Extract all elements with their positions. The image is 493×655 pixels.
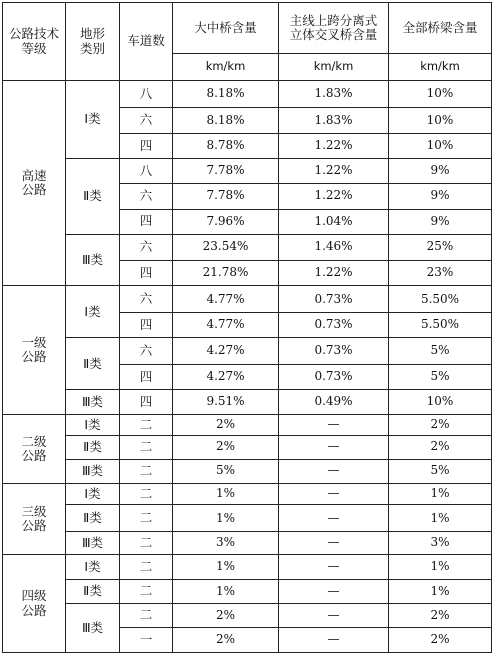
large-medium-value: 7.96% — [173, 209, 279, 234]
table-row — [3, 415, 492, 436]
all-bridges-value: 25% — [389, 234, 492, 260]
large-medium-value: 3% — [173, 532, 279, 555]
all-bridges-value: 9% — [389, 183, 492, 209]
large-medium-value: 1% — [173, 555, 279, 580]
large-medium-value: 1% — [173, 505, 279, 532]
large-medium-value: 2% — [173, 604, 279, 628]
lanes-cell: 六 — [120, 338, 173, 365]
table-row — [3, 483, 492, 505]
terrain-cell: Ⅱ类 — [66, 435, 120, 459]
interchange-value: 1.83% — [279, 107, 389, 133]
large-medium-value: 7.78% — [173, 158, 279, 183]
table-row — [3, 390, 492, 415]
table-row — [3, 532, 492, 555]
all-bridges-value: 10% — [389, 81, 492, 108]
lanes-cell: 二 — [120, 532, 173, 555]
lanes-cell: 二 — [120, 415, 173, 436]
unit-cell: km/km — [173, 54, 279, 81]
lanes-cell: 四 — [120, 365, 173, 390]
interchange-value: — — [279, 435, 389, 459]
interchange-value: 0.73% — [279, 365, 389, 390]
interchange-value: 0.73% — [279, 286, 389, 313]
lanes-cell: 一 — [120, 627, 173, 652]
interchange-value: — — [279, 532, 389, 555]
terrain-cell: Ⅲ类 — [66, 234, 120, 286]
interchange-value: — — [279, 415, 389, 436]
large-medium-value: 8.18% — [173, 81, 279, 108]
all-bridges-value: 2% — [389, 435, 492, 459]
lanes-cell: 六 — [120, 183, 173, 209]
lanes-cell: 八 — [120, 81, 173, 108]
all-bridges-value: 2% — [389, 415, 492, 436]
interchange-value: — — [279, 483, 389, 505]
large-medium-value: 1% — [173, 483, 279, 505]
table-row — [3, 505, 492, 532]
lanes-cell: 二 — [120, 505, 173, 532]
header-large-medium-bridges: 大中桥含量 — [173, 3, 279, 54]
all-bridges-value: 1% — [389, 580, 492, 604]
large-medium-value: 23.54% — [173, 234, 279, 260]
large-medium-value: 4.77% — [173, 286, 279, 313]
all-bridges-value: 9% — [389, 209, 492, 234]
interchange-value: — — [279, 604, 389, 628]
interchange-value: — — [279, 459, 389, 483]
bridge-content-table — [2, 2, 492, 653]
road-grade-cell: 三级 公路 — [3, 483, 66, 555]
table-row — [3, 158, 492, 183]
header-row — [3, 3, 492, 54]
road-grade-cell: 二级 公路 — [3, 415, 66, 484]
large-medium-value: 7.78% — [173, 183, 279, 209]
lanes-cell: 四 — [120, 390, 173, 415]
lanes-cell: 四 — [120, 133, 173, 158]
interchange-value: 1.22% — [279, 158, 389, 183]
header-all-bridges: 全部桥梁含量 — [389, 3, 492, 54]
header-interchange-bridges: 主线上跨分离式 立体交叉桥含量 — [279, 3, 389, 54]
table-row — [3, 435, 492, 459]
terrain-cell: Ⅰ类 — [66, 483, 120, 505]
interchange-value: 1.04% — [279, 209, 389, 234]
large-medium-value: 2% — [173, 627, 279, 652]
all-bridges-value: 2% — [389, 627, 492, 652]
terrain-cell: Ⅰ类 — [66, 81, 120, 159]
table-row — [3, 555, 492, 580]
large-medium-value: 1% — [173, 580, 279, 604]
interchange-value: — — [279, 555, 389, 580]
table-body — [3, 81, 492, 653]
interchange-value: 0.73% — [279, 338, 389, 365]
table-row — [3, 338, 492, 365]
terrain-cell: Ⅰ类 — [66, 555, 120, 580]
lanes-cell: 四 — [120, 313, 173, 338]
all-bridges-value: 1% — [389, 505, 492, 532]
terrain-cell: Ⅱ类 — [66, 505, 120, 532]
lanes-cell: 六 — [120, 107, 173, 133]
header-terrain: 地形 类别 — [66, 3, 120, 81]
lanes-cell: 二 — [120, 604, 173, 628]
all-bridges-value: 5% — [389, 365, 492, 390]
all-bridges-value: 10% — [389, 133, 492, 158]
large-medium-value: 2% — [173, 435, 279, 459]
terrain-cell: Ⅲ类 — [66, 604, 120, 653]
large-medium-value: 8.18% — [173, 107, 279, 133]
terrain-cell: Ⅱ类 — [66, 338, 120, 390]
large-medium-value: 5% — [173, 459, 279, 483]
all-bridges-value: 10% — [389, 107, 492, 133]
interchange-value: — — [279, 505, 389, 532]
lanes-cell: 二 — [120, 483, 173, 505]
all-bridges-value: 5.50% — [389, 313, 492, 338]
all-bridges-value: 1% — [389, 555, 492, 580]
large-medium-value: 8.78% — [173, 133, 279, 158]
header-road-grade: 公路技术 等级 — [3, 3, 66, 81]
all-bridges-value: 23% — [389, 260, 492, 286]
lanes-cell: 四 — [120, 209, 173, 234]
road-grade-cell: 四级 公路 — [3, 555, 66, 653]
terrain-cell: Ⅱ类 — [66, 580, 120, 604]
lanes-cell: 四 — [120, 260, 173, 286]
interchange-value: 1.46% — [279, 234, 389, 260]
interchange-value: — — [279, 580, 389, 604]
terrain-cell: Ⅰ类 — [66, 286, 120, 338]
interchange-value: 1.83% — [279, 81, 389, 108]
lanes-cell: 六 — [120, 234, 173, 260]
table-row — [3, 604, 492, 628]
table-row — [3, 459, 492, 483]
interchange-value: 1.22% — [279, 183, 389, 209]
road-grade-cell: 一级 公路 — [3, 286, 66, 415]
large-medium-value: 21.78% — [173, 260, 279, 286]
large-medium-value: 4.27% — [173, 365, 279, 390]
table-row — [3, 286, 492, 313]
large-medium-value: 9.51% — [173, 390, 279, 415]
large-medium-value: 2% — [173, 415, 279, 436]
interchange-value: 0.49% — [279, 390, 389, 415]
all-bridges-value: 2% — [389, 604, 492, 628]
all-bridges-value: 5% — [389, 338, 492, 365]
table-row — [3, 81, 492, 108]
terrain-cell: Ⅲ类 — [66, 390, 120, 415]
lanes-cell: 二 — [120, 580, 173, 604]
table-row — [3, 234, 492, 260]
terrain-cell: Ⅰ类 — [66, 415, 120, 436]
terrain-cell: Ⅲ类 — [66, 459, 120, 483]
unit-cell: km/km — [389, 54, 492, 81]
interchange-value: — — [279, 627, 389, 652]
all-bridges-value: 5.50% — [389, 286, 492, 313]
all-bridges-value: 9% — [389, 158, 492, 183]
all-bridges-value: 10% — [389, 390, 492, 415]
lanes-cell: 八 — [120, 158, 173, 183]
unit-cell: km/km — [279, 54, 389, 81]
interchange-value: 1.22% — [279, 260, 389, 286]
interchange-value: 1.22% — [279, 133, 389, 158]
terrain-cell: Ⅲ类 — [66, 532, 120, 555]
large-medium-value: 4.27% — [173, 338, 279, 365]
lanes-cell: 六 — [120, 286, 173, 313]
terrain-cell: Ⅱ类 — [66, 158, 120, 234]
table-row — [3, 580, 492, 604]
all-bridges-value: 3% — [389, 532, 492, 555]
large-medium-value: 4.77% — [173, 313, 279, 338]
lanes-cell: 二 — [120, 459, 173, 483]
all-bridges-value: 5% — [389, 459, 492, 483]
lanes-cell: 二 — [120, 555, 173, 580]
all-bridges-value: 1% — [389, 483, 492, 505]
lanes-cell: 二 — [120, 435, 173, 459]
road-grade-cell: 高速 公路 — [3, 81, 66, 286]
interchange-value: 0.73% — [279, 313, 389, 338]
header-lanes: 车道数 — [120, 3, 173, 81]
